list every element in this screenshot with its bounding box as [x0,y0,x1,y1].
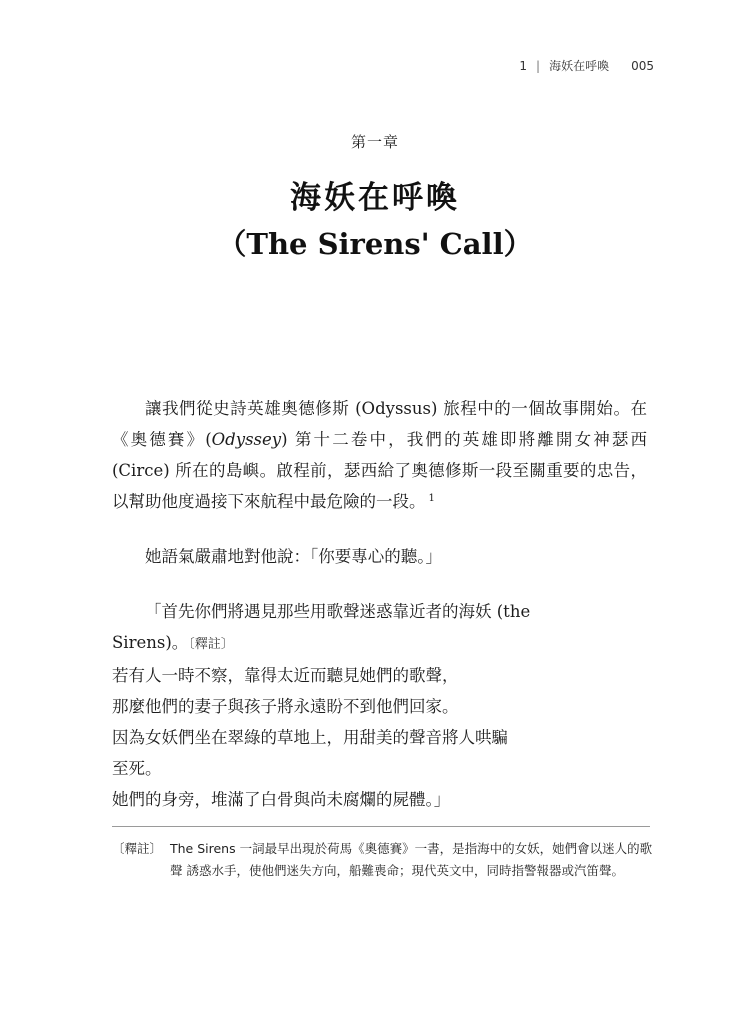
chapter-subtitle: （The Sirens' Call） [217,227,533,261]
paragraph-2: 她語氣嚴肅地對他說：「你要專心的聽。」 [145,547,442,566]
body-text [112,393,647,815]
translator-note-reference[interactable]: 〔釋註〕 [188,637,234,652]
running-header [519,57,654,74]
quote-line-1: 「首先你們將遇見那些用歌聲迷惑靠近者的海妖 (the [145,602,531,621]
quote-line-7: 她們的身旁，堆滿了白骨與尚未腐爛的屍體。」 [112,790,451,809]
header-chapter-title: 海妖在呼喚 [549,59,610,73]
footnote-text: The Sirens 一詞最早出現於荷馬《奧德賽》一書，是指海中的女妖，她們會以迷人的歌聲 誘惑水手，使他們迷失方向，船難喪命；現代英文中，同時指警報器或汽笛聲。 [170,841,653,878]
quote-line-4: 那麼他們的妻子與孩子將永遠盼不到他們回家。 [112,697,459,716]
paragraph-1-end: ) 第十二卷中，我們的英雄即將離開女神瑟西 (Circe) 所在的島嶼。啟程前，瑟西給了奧德修斯一段至關重要的忠告，以幫助他度過接下來航程中最危險的一段。 [112,430,647,511]
footnote-divider [112,826,650,827]
footnote-reference[interactable]: 1 [428,492,435,504]
quote-line-5: 因為女妖們坐在翠綠的草地上，用甜美的聲音將人哄騙 [112,728,508,747]
chapter-title: 海妖在呼喚 [290,180,460,216]
header-chapter-number: 1 [519,58,528,73]
paragraph-1-start: 讓我們從史詩英雄奧德修斯 (Odyssus) 旅程中的一個故事開始。在《奧德賽》( [112,399,647,449]
header-separator: | [536,58,541,73]
quote-line-2 [112,627,647,660]
quote-line-6: 至死。 [112,759,162,778]
page-number: 005 [631,58,654,73]
quote-line-3: 若有人一時不察，靠得太近而聽見她們的歌聲， [112,666,459,685]
footnote-label: 〔釋註〕 [112,841,163,856]
footnote [112,838,657,882]
quote-line-2-text: Sirens)。 [112,633,189,652]
block-quote [112,596,647,815]
italic-title-odyssey: Odyssey [211,430,282,449]
chapter-label: 第一章 [350,133,399,151]
paragraph-1 [112,393,647,517]
